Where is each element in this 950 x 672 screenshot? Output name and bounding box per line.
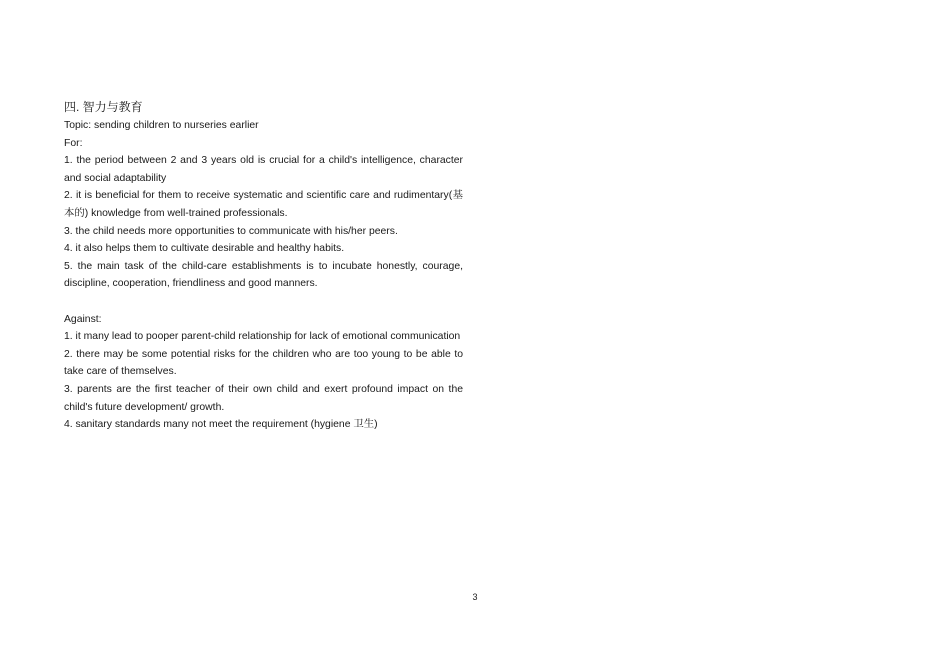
for-label: For: xyxy=(64,137,83,149)
for-item: 5. the main task of the child-care establishments is to incubate honestly, courage, discipline, cooperation, friendliness and good manners. xyxy=(64,260,463,290)
blank-line xyxy=(64,293,463,311)
against-item: 3. parents are the first teacher of their own child and exert profound impact on the child's future development/ growth. xyxy=(64,383,463,413)
for-item: 4. it also helps them to cultivate desirable and healthy habits. xyxy=(64,243,345,255)
for-item: 2. it is beneficial for them to receive systematic and scientific care and rudimentary(基本的) knowledge from well-trained professionals. xyxy=(64,190,463,219)
for-item: 3. the child needs more opportunities to communicate with his/her peers. xyxy=(64,225,398,237)
page-number: 3 xyxy=(472,592,478,602)
document-body xyxy=(64,99,463,434)
against-label: Against: xyxy=(64,313,102,325)
for-item: 1. the period between 2 and 3 years old is crucial for a child's intelligence, character and social adaptability xyxy=(64,155,463,184)
topic-line: Topic: sending children to nurseries earlier xyxy=(64,120,259,131)
against-item: 1. it many lead to pooper parent-child relationship for lack of emotional communication xyxy=(64,331,461,343)
section-heading: 四. 智力与教育 xyxy=(64,100,143,114)
against-item: 4. sanitary standards many not meet the requirement (hygiene 卫生) xyxy=(64,419,378,431)
against-item: 2. there may be some potential risks for the children who are too young to be able to take care of themselves. xyxy=(64,348,463,378)
